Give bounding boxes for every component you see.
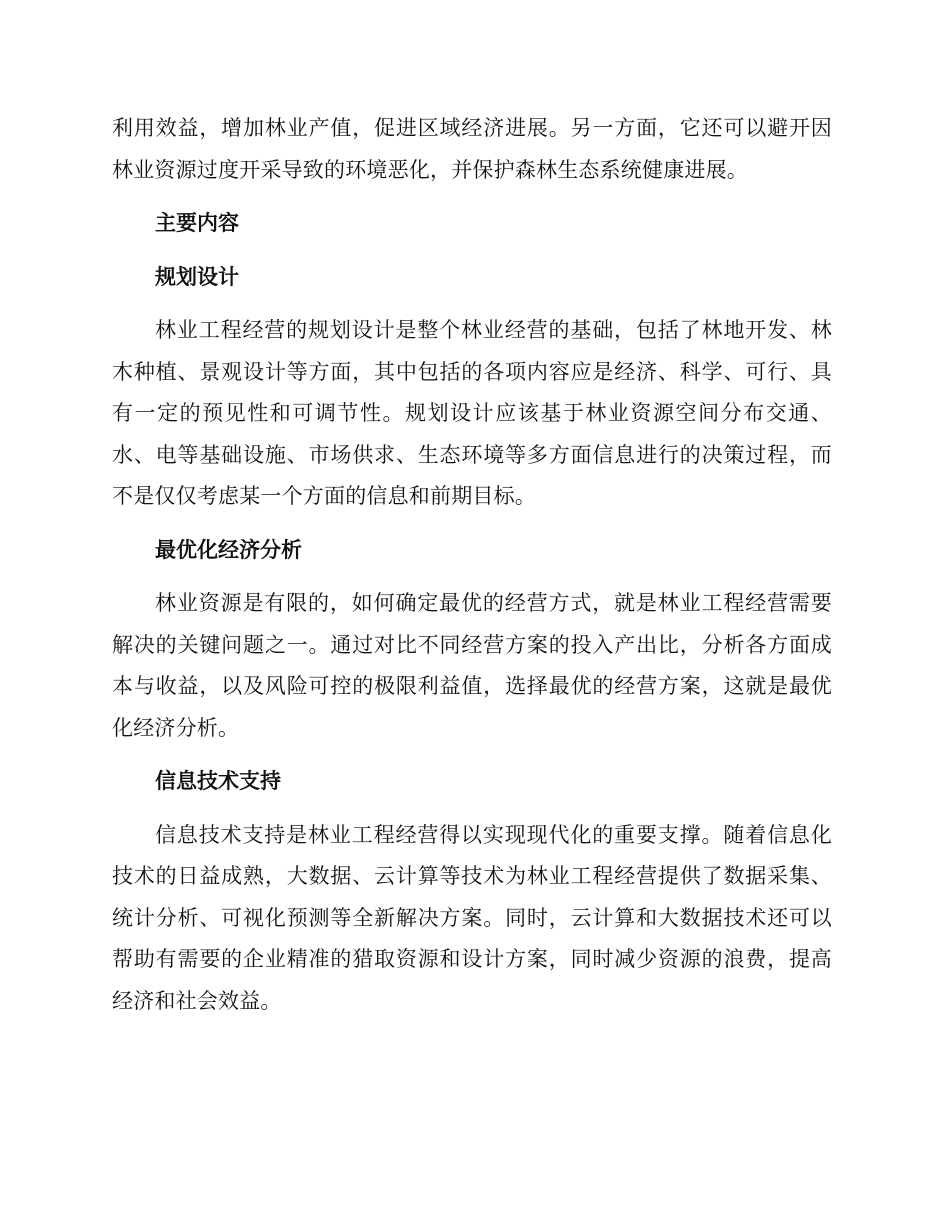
- intro-paragraph: 利用效益，增加林业产值，促进区域经济进展。另一方面，它还可以避开因林业资源过度开采导致的环境恶化，并保护森林生态系统健康进展。: [112, 116, 832, 182]
- section-heading-planning: 规划设计: [155, 264, 239, 289]
- document-body: [112, 108, 832, 1022]
- section-heading-economic-analysis: 最优化经济分析: [155, 537, 302, 562]
- main-heading: 主要内容: [155, 211, 239, 235]
- section-body-it-support: 信息技术支持是林业工程经营得以实现现代化的重要支撑。随着信息化技术的日益成熟，大数据、云计算等技术为林业工程经营提供了数据采集、统计分析、可视化预测等全新解决方案。同时，云计算和大数据技术还可以帮助有需要的企业精准的猎取资源和设计方案，同时减少资源的浪费，提高经济和社会效益。: [112, 822, 832, 1013]
- section-body-economic-analysis: 林业资源是有限的，如何确定最优的经营方式，就是林业工程经营需要解决的关键问题之一。通过对比不同经营方案的投入产出比，分析各方面成本与收益，以及风险可控的极限利益值，选择最优的经营方案，这就是最优化经济分析。: [112, 591, 832, 740]
- section-heading-it-support: 信息技术支持: [155, 769, 281, 793]
- section-body-planning: 林业工程经营的规划设计是整个林业经营的基础，包括了林地开发、林木种植、景观设计等方面，其中包括的各项内容应是经济、科学、可行、具有一定的预见性和可调节性。规划设计应该基于林业资源空间分布交通、水、电等基础设施、市场供求、生态环境等多方面信息进行的决策过程，而不是仅仅考虑某一个方面的信息和前期目标。: [112, 318, 832, 508]
